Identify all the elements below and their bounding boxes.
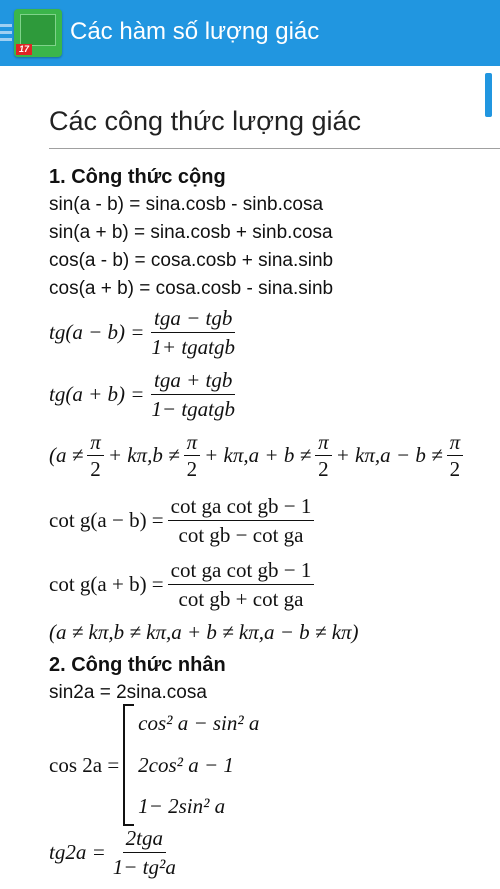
formula-cotg-minus <box>49 494 318 547</box>
app-title: Các hàm số lượng giác <box>70 18 320 45</box>
case-line: 1− 2sin² a <box>138 794 226 818</box>
fraction-numerator: π <box>447 431 464 456</box>
formula-cos2a <box>49 704 259 826</box>
section-title-addition: 1. Công thức cộng <box>49 166 226 188</box>
formula-line: cos(a + b) = cosa.cosb - sina.sinb <box>49 278 334 299</box>
condition-text: + kπ,a − b ≠ <box>335 443 443 467</box>
formula-tg2a <box>49 826 183 879</box>
condition-text: (a ≠ <box>49 443 84 467</box>
scrollbar[interactable] <box>485 73 492 117</box>
fraction-numerator: π <box>184 431 201 456</box>
app-chalkboard-icon[interactable] <box>14 9 62 57</box>
fraction-numerator: 2tga <box>123 826 166 853</box>
fraction-denominator: cot gb + cot ga <box>178 587 304 611</box>
formula-line: cos(a - b) = cosa.cosb + sina.sinb <box>49 250 334 271</box>
fraction-numerator: tga − tgb <box>151 306 235 333</box>
cases-bracket <box>123 704 134 826</box>
case-line: 2cos² a − 1 <box>138 752 234 777</box>
formula-lhs: tg(a − b) = <box>49 320 145 344</box>
fraction-denominator: 2 <box>186 457 198 480</box>
fraction-numerator: π <box>315 431 332 456</box>
formula-cotg-plus <box>49 558 318 611</box>
formula-condition-tg <box>49 431 500 480</box>
app-icon-tag: 17 <box>16 44 32 55</box>
fraction-numerator: cot ga cot gb − 1 <box>168 558 315 585</box>
formula-line: sin(a + b) = sina.cosb + sinb.cosa <box>49 222 333 243</box>
formula-lhs: cot g(a − b) = <box>49 508 164 532</box>
fraction-denominator: 2 <box>449 457 461 480</box>
formula-condition-cotg: (a ≠ kπ,b ≠ kπ,a + b ≠ kπ,a − b ≠ kπ) <box>49 620 359 644</box>
formula-lhs: cot g(a + b) = <box>49 572 164 596</box>
formula-line: sin2a = 2sina.cosa <box>49 682 207 703</box>
formula-lhs: cos 2a = <box>49 752 120 777</box>
fraction-denominator: 2 <box>318 457 329 480</box>
condition-text: + kπ,a + b ≠ <box>204 443 312 467</box>
fraction-denominator: 2 <box>90 457 101 480</box>
fraction-denominator: 1− tg²a <box>112 855 176 879</box>
fraction-numerator: cot ga cot gb − 1 <box>168 494 315 521</box>
condition-text: + kπ,b ≠ <box>107 443 180 467</box>
menu-icon[interactable] <box>0 24 12 45</box>
formula-lhs: tg(a + b) = <box>49 382 145 406</box>
app-bar <box>0 0 500 66</box>
fraction-denominator: 1− tgatgb <box>151 397 236 421</box>
fraction-numerator: π <box>87 431 104 456</box>
section-title-multiplication: 2. Công thức nhân <box>49 654 226 676</box>
formula-tg-minus <box>49 306 242 359</box>
formula-lhs: tg2a = <box>49 840 106 864</box>
formula-tg-plus <box>49 368 242 421</box>
case-line: cos² a − sin² a <box>138 711 260 735</box>
heading-divider <box>49 148 500 149</box>
formula-line: sin(a - b) = sina.cosb - sinb.cosa <box>49 194 324 215</box>
page-heading: Các công thức lượng giác <box>49 106 362 136</box>
fraction-denominator: 1+ tgatgb <box>151 335 236 359</box>
fraction-numerator: tga + tgb <box>151 368 235 395</box>
fraction-denominator: cot gb − cot ga <box>178 523 304 547</box>
